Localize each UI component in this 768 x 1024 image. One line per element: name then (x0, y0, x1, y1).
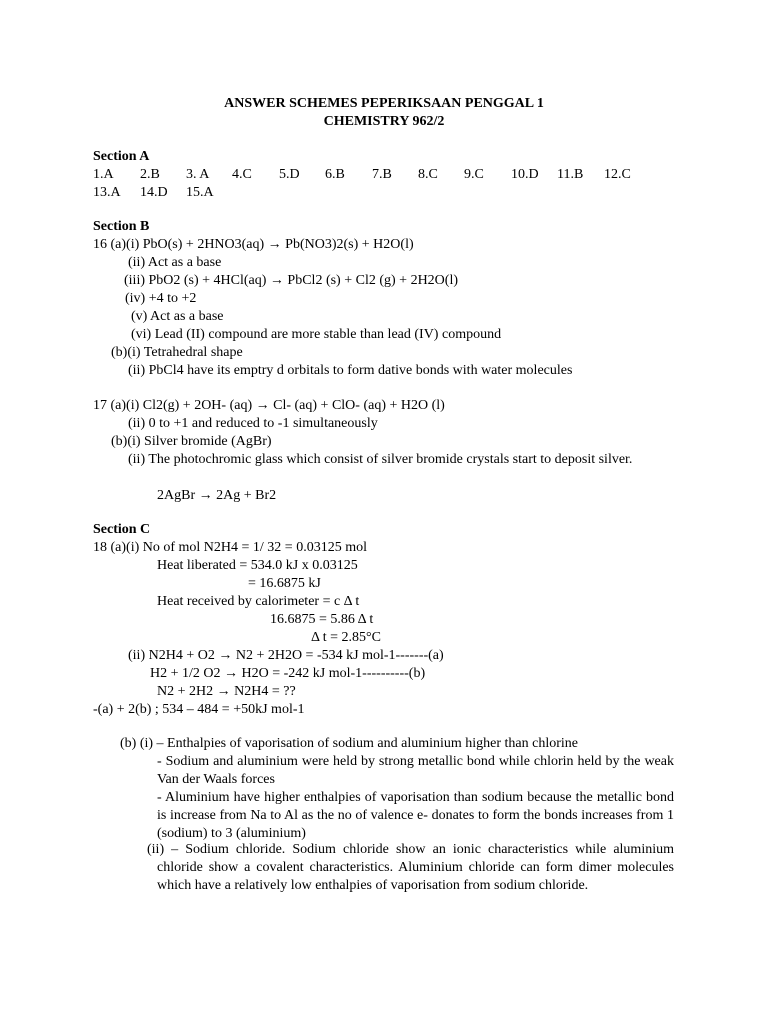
answer-item: 5.D (279, 167, 300, 182)
answer-item: 8.C (418, 167, 438, 182)
q18-b-i-point2: - Sodium and aluminium were held by strong metallic bond while chlorin held by the weak Van der Waals forces (157, 754, 674, 787)
q18-a-i: 18 (a)(i) No of mol N2H4 = 1/ 32 = 0.03125 mol (93, 540, 367, 555)
q18-heat-received: Heat received by calorimeter = c Δ t (157, 594, 360, 609)
q18-equation-b: H2 + 1/2 O2 → H2O = -242 kJ mol-1----------(b) (150, 666, 426, 681)
q16-b-ii: (ii) PbCl4 have its emptry d orbitals to form dative bonds with water molecules (128, 363, 573, 378)
q18-heat-liberated: Heat liberated = 534.0 kJ x 0.03125 (157, 558, 358, 573)
answer-item: 13.A (93, 185, 121, 200)
answer-item: 3. A (186, 167, 210, 182)
answer-item: 11.B (557, 167, 584, 182)
q17-b-i: (b)(i) Silver bromide (AgBr) (111, 434, 272, 449)
q16-a-ii: (ii) Act as a base (128, 255, 222, 270)
section-b-heading: Section B (93, 219, 150, 234)
q17-b-ii-text: (ii) The photochromic glass which consist of silver bromide crystals start to deposit silver. (128, 452, 633, 467)
q16-a-v: (v) Act as a base (131, 309, 224, 324)
q18-b-i-line1: (b) (i) – Enthalpies of vaporisation of sodium and aluminium higher than chlorine (120, 736, 579, 751)
q18-heat-equation: 16.6875 = 5.86 Δ t (270, 612, 374, 627)
section-c-heading: Section C (93, 522, 151, 537)
answer-item: 14.D (140, 185, 168, 200)
section-a-heading: Section A (93, 149, 150, 164)
q18-b-ii (147, 841, 674, 895)
answer-item: 6.B (325, 167, 345, 182)
q16-a-i: 16 (a)(i) PbO(s) + 2HNO3(aq) → Pb(NO3)2(s) + H2O(l) (93, 237, 414, 252)
q18-equation-c: N2 + 2H2 → N2H4 = ?? (157, 684, 296, 699)
document-subtitle: CHEMISTRY 962/2 (323, 114, 445, 129)
q18-a-ii: (ii) N2H4 + O2 → N2 + 2H2O = -534 kJ mol-1-------(a) (128, 648, 444, 663)
q18-result: -(a) + 2(b) ; 534 – 484 = +50kJ mol-1 (93, 702, 305, 717)
q18-heat-result: = 16.6875 kJ (248, 576, 321, 591)
q18-b-ii-text: (ii) – Sodium chloride. Sodium chloride show an ionic characteristics while aluminium chloride show a covalent characteristics. Aluminium chloride can form dimer molecules which have a relatively low enthalpies of vaporisation from sodium chloride. (147, 842, 674, 893)
q17-a-i: 17 (a)(i) Cl2(g) + 2OH- (aq) → Cl- (aq) + ClO- (aq) + H2O (l) (93, 398, 445, 413)
q17-b-ii (128, 451, 674, 469)
q16-a-iii: (iii) PbO2 (s) + 4HCl(aq) → PbCl2 (s) + Cl2 (g) + 2H2O(l) (124, 273, 458, 288)
q18-temp-change: Δ t = 2.85°C (311, 630, 381, 645)
q16-a-iv: (iv) +4 to +2 (125, 291, 197, 306)
answer-item: 10.D (511, 167, 539, 182)
answer-item: 15.A (186, 185, 214, 200)
q17-equation: 2AgBr → 2Ag + Br2 (157, 488, 277, 503)
q16-a-vi: (vi) Lead (II) compound are more stable than lead (IV) compound (131, 327, 502, 342)
answer-item: 4.C (232, 167, 252, 182)
answer-item: 9.C (464, 167, 484, 182)
answer-item: 2.B (140, 167, 160, 182)
q18-b-i-point3: - Aluminium have higher enthalpies of vaporisation than sodium because the metallic bond is increase from Na to Al as the no of valence e- donates to form the bonds increases from 1 (sodium) to 3 (aluminium) (157, 790, 674, 841)
answer-item: 12.C (604, 167, 631, 182)
q16-b-i: (b)(i) Tetrahedral shape (111, 345, 243, 360)
answer-item: 1.A (93, 167, 114, 182)
q17-a-ii: (ii) 0 to +1 and reduced to -1 simultaneously (128, 416, 378, 431)
answer-item: 7.B (372, 167, 392, 182)
document-title: ANSWER SCHEMES PEPERIKSAAN PENGGAL 1 (224, 96, 544, 111)
